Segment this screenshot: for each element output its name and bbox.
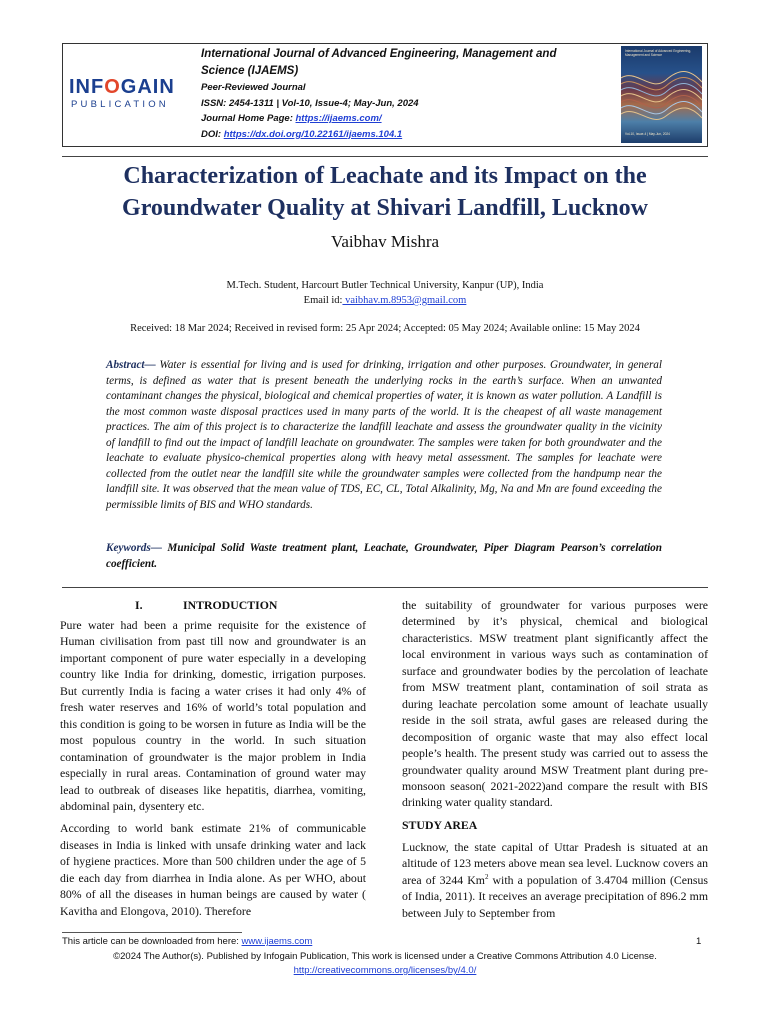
homepage-label: Journal Home Page:: [201, 113, 296, 124]
study-area-text-b: with a population of 3.4704 million (Census of India, 2011). It receives an average precipitation of 896.2 mm between July to September from: [402, 872, 708, 920]
homepage-line: [201, 111, 601, 127]
license-text: ©2024 The Author(s). Published by Infogain Publication, This work is licensed under a Creative Commons Attribution 4.0 License.: [113, 951, 657, 962]
abstract-text: Water is essential for living and is used for drinking, irrigation and other purposes. Groundwater, in general terms, is defined as water that is present beneath the underlying rocks in the earth’s surface. When an unwanted contaminant changes the physical, biological and chemical properties of water, it is known as water pollution. A Landfill is the most common waste disposal practices used in many parts of the world. It is the cheapest of all waste management practices. The aim of this project is to characterize the landfill leachate and assess the groundwater quality in the vicinity of landfill to find out the impact of landfill leachate on groundwater. The samples were taken for both groundwater and the leachate to evaluate physico-chemical properties along with heavy metal assessment. The samples for leachate were collected from the outlet near the landfill site while the groundwater samples were collected from the handpump near the landfill site. It was observed that the mean value of TDS, EC, CL, Total Alkalinity, Mg, Na and Mn are found exceeding the permissible limits of BIS and WHO standards.: [106, 359, 662, 511]
cover-issue-info: Vol-10, Issue-4 | May-Jun, 2024: [625, 132, 670, 136]
doi-link[interactable]: https://dx.doi.org/10.22161/ijaems.104.1: [223, 128, 403, 140]
section-number: I.: [135, 598, 143, 612]
abstract-label: Abstract—: [106, 359, 156, 371]
intro-paragraph-1: Pure water had been a prime requisite for the existence of Human civilisation from past till now and groundwater is an important component of pure water especially in a developing country like India for drinking, domestic, irrigation purposes. But currently India is facing a water crises it had only 4% of fresh water reserves and 16% of world’s total population and this condition is going to be worsen in future as India will be the most populous country in the world. In such situation contamination of groundwater is the major problem in India especially in rural areas. Contamination of ground water may lead to outbreak of diseases like hepatitis, diarrhea, vomiting, abdominal pain, dysentery etc.: [60, 618, 366, 813]
study-area-heading: STUDY AREA: [402, 817, 478, 832]
doi-label: DOI:: [201, 128, 224, 140]
abstract: [106, 358, 662, 513]
right-column: [402, 597, 708, 927]
cover-title: International Journal of Advanced Engineering, Management and Science: [625, 49, 692, 57]
journal-info: [201, 46, 601, 142]
logo-accent-letter: O: [104, 76, 121, 98]
doi-line: [201, 127, 601, 143]
section-heading-introduction: [60, 597, 366, 613]
license-link[interactable]: http://creativecommons.org/licenses/by/4.0/: [293, 965, 477, 976]
download-line: [62, 935, 708, 949]
page-number: 1: [696, 936, 702, 947]
abstract-divider: [62, 587, 708, 588]
intro-paragraph-3: the suitability of groundwater for various purposes were determined by it’s physical, chemical and biological characteristics. MSW treatment plant significantly affect the local environment in various ways such as contamination of surface and groundwater bodies by the percolation of leachate from MSW treatment plant, contamination of soil strata as during leachate percolation some amount of leachate usually reside in the soil strata, awful gases are released during the decomposition of organic waste that may also effect local people’s health. The present study was carried out to assess the groundwater quality around MSW Treatment plant during pre-monsoon season( 2021-2022)and compare the result with BIS drinking water quality standard.: [402, 598, 708, 810]
superscript-2: 2: [484, 872, 489, 881]
header-divider: [62, 156, 708, 157]
download-label: This article can be downloaded from here:: [62, 936, 242, 947]
logo-main-text: INFOGAIN: [69, 76, 175, 98]
study-area-text-a: Lucknow, the state capital of Uttar Pradesh is situated at an altitude of 123 meters above mean sea level. Lucknow covers an area of 3244 Km: [402, 839, 708, 887]
email-label: Email id:: [303, 295, 343, 306]
affiliation-block: [62, 278, 708, 308]
keywords: [106, 540, 662, 572]
keywords-text: Municipal Solid Waste treatment plant, Leachate, Groundwater, Piper Diagram Pearson’s correlation coefficient.: [106, 542, 662, 570]
homepage-link[interactable]: https://ijaems.com/: [295, 113, 382, 124]
download-link[interactable]: www.ijaems.com: [241, 936, 313, 947]
keywords-label: Keywords—: [106, 542, 162, 554]
email-line: [62, 293, 708, 308]
study-area-paragraph: [402, 839, 708, 921]
intro-paragraph-2: According to world bank estimate 21% of communicable diseases in India is linked with unsafe drinking water and lack of hygiene practices. More than 500 children under the age of 5 die each day from diarrhea in India alone. As per WHO, about 80% of all the diseases in human beings are caused by water ( Kavitha and Elongova, 2010). Therefore: [60, 821, 366, 918]
affiliation: M.Tech. Student, Harcourt Butler Technical University, Kanpur (UP), India: [226, 280, 544, 291]
cover-wave-art: [621, 68, 702, 126]
peer-reviewed-label: Peer-Reviewed Journal: [201, 82, 306, 93]
footer-divider: [62, 932, 242, 933]
publisher-logo: [69, 76, 187, 120]
article-title: Characterization of Leachate and its Impact on the Groundwater Quality at Shivari Landfill, Lucknow: [122, 163, 648, 221]
journal-cover-image: [621, 46, 702, 143]
email-link[interactable]: vaibhav.m.8953@gmail.com: [342, 295, 467, 306]
issn-line: ISSN: 2454-1311 | Vol-10, Issue-4; May-Jun, 2024: [201, 97, 419, 109]
author-name: Vaibhav Mishra: [330, 232, 440, 251]
journal-title: International Journal of Advanced Engineering, Management and Science (IJAEMS): [201, 48, 557, 77]
logo-sub-text: PUBLICATION: [71, 99, 169, 110]
article-dates: Received: 18 Mar 2024; Received in revised form: 25 Apr 2024; Accepted: 05 May 2024; Available online: 15 May 2024: [130, 323, 640, 334]
left-column: [60, 597, 366, 925]
license-block: [62, 950, 708, 978]
section-title: INTRODUCTION: [183, 598, 278, 612]
journal-header: [62, 43, 708, 147]
